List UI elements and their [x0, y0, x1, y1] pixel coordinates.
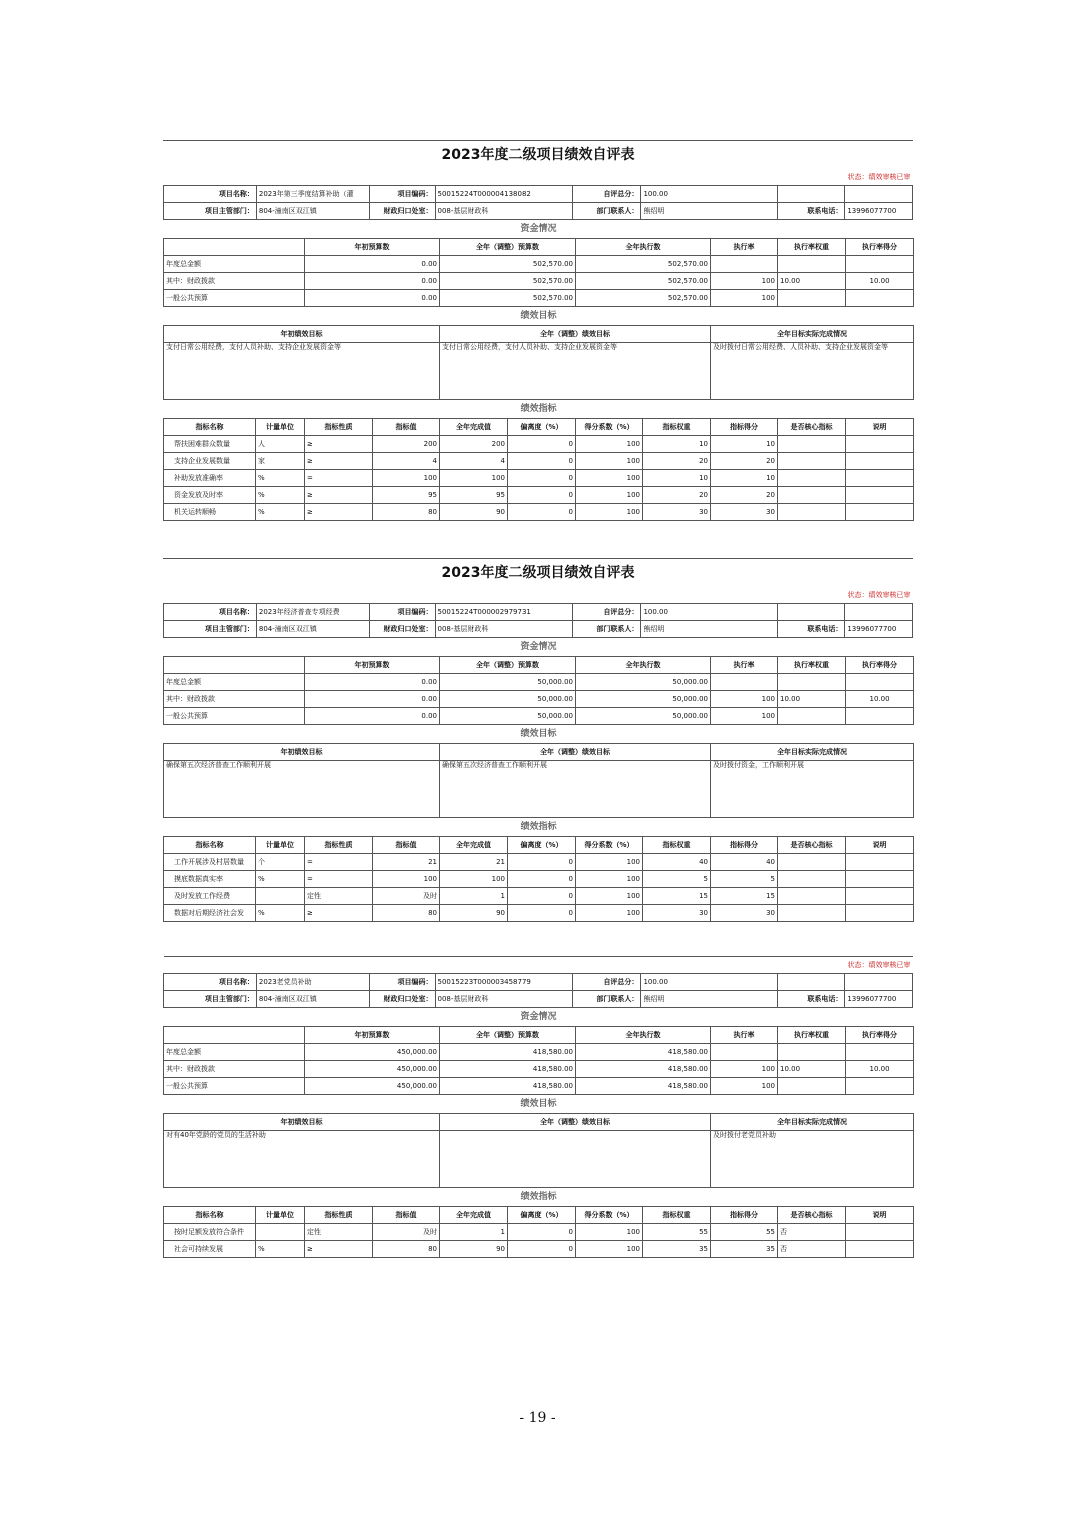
indicator-cell: 否	[778, 1241, 846, 1258]
indicator-cell: 及时	[373, 1224, 440, 1241]
indicator-header: 计量单位	[256, 1207, 305, 1224]
project-code: 50015223T000003458779	[435, 974, 572, 991]
indicator-cell: 80	[373, 905, 440, 922]
eval-table-1	[163, 140, 913, 521]
indicator-cell: 0	[508, 470, 576, 487]
indicator-cell: %	[256, 871, 305, 888]
indicator-cell	[846, 487, 914, 504]
info-table: 状态：绩效审核已审 项目名称： 2023老党员补助 项目编码： 50015223T000003458779 自评总分： 100.00 项目主管部门： 804-潼南区双江镇 财政归口处室： 008-基层财政科 部门联系人： 熊绍明 联系电话： 13996077700	[163, 956, 913, 1008]
indicator-cell: 10	[643, 436, 711, 453]
table-row	[164, 436, 914, 453]
indicator-cell: 资金发放及时率	[164, 487, 256, 504]
indicator-cell: 40	[643, 854, 711, 871]
indicator-cell: 0	[508, 487, 576, 504]
indicator-cell: 帮扶困难群众数量	[164, 436, 256, 453]
indicator-header: 计量单位	[256, 837, 305, 854]
indicator-cell: 10	[711, 436, 778, 453]
indicator-cell	[256, 1224, 305, 1241]
indicator-cell	[778, 888, 846, 905]
project-name: 2023年经济普查专项经费	[256, 604, 369, 621]
name-label: 项目名称：	[164, 186, 257, 203]
phone-value: 13996077700	[845, 203, 913, 220]
indicator-cell: 30	[643, 504, 711, 521]
indicator-cell: ≥	[305, 487, 373, 504]
indicator-cell: 100	[576, 854, 643, 871]
funds-table: 资金情况 年初预算数 全年（调整）预算数 全年执行数 执行率 执行率权重 执行率得分 年度总金额 0.00 50,000.00 50,000.00 其中：财政拨款 0.00 50,000.00 50,000.00 100 10.00 10.00 一般公共预算 0.00 50,000.00 50,000.00 100	[163, 638, 914, 725]
indicators-table	[163, 1188, 914, 1258]
self-score: 100.00	[641, 186, 777, 203]
indicator-cell	[778, 871, 846, 888]
indicator-header: 得分系数（%）	[576, 837, 643, 854]
section-goals: 绩效目标	[520, 1099, 557, 1109]
indicator-cell: 否	[778, 1224, 846, 1241]
fin-value: 008-基层财政科	[435, 203, 572, 220]
table-row: 一般公共预算 0.00 502,570.00 502,570.00 100	[164, 290, 914, 307]
table-row	[164, 453, 914, 470]
indicator-cell: =	[305, 470, 373, 487]
indicator-cell: 摸底数据真实率	[164, 871, 256, 888]
section-funds: 资金情况	[520, 224, 557, 234]
table-row: 其中：财政拨款 0.00 502,570.00 502,570.00 100 10.00 10.00	[164, 273, 914, 290]
indicator-cell: 4	[440, 453, 508, 470]
indicator-header: 指标权重	[643, 837, 711, 854]
indicator-cell: 15	[711, 888, 778, 905]
status-label: 状态：绩效审核已审	[847, 591, 911, 599]
indicator-cell: 家	[256, 453, 305, 470]
funds-header: 执行率得分	[846, 239, 914, 256]
table-row	[164, 888, 914, 905]
contact-label: 部门联系人：	[572, 203, 641, 220]
phone-value: 13996077700	[845, 991, 913, 1008]
indicator-header: 是否核心指标	[778, 419, 846, 436]
indicator-cell	[846, 453, 914, 470]
goal-adjusted: 支付日常公用经费，支付人员补助、支持企业发展资金等	[440, 343, 711, 400]
indicator-cell: 5	[711, 871, 778, 888]
status-label: 状态：绩效审核已审	[847, 173, 911, 181]
indicator-cell: 及时发放工作经费	[164, 888, 256, 905]
indicator-cell: 55	[643, 1224, 711, 1241]
indicator-header: 指标得分	[711, 419, 778, 436]
indicator-cell: %	[256, 470, 305, 487]
fin-value: 008-基层财政科	[435, 621, 572, 638]
indicator-cell: 55	[711, 1224, 778, 1241]
indicator-cell: %	[256, 487, 305, 504]
indicator-cell: 定性	[305, 888, 373, 905]
info-table: 状态：绩效审核已审 项目名称： 2023年经济普查专项经费 项目编码： 50015224T000002979731 自评总分： 100.00 项目主管部门： 804-潼南区双江镇 财政归口处室： 008-基层财政科 部门联系人： 熊绍明 联系电话： 13996077700	[163, 587, 913, 638]
indicator-header: 指标性质	[305, 1207, 373, 1224]
funds-header: 年初预算数	[305, 239, 440, 256]
indicator-cell: 100	[440, 871, 508, 888]
table-row	[164, 1224, 914, 1241]
indicator-cell: 0	[508, 888, 576, 905]
indicator-cell: 机关运转顺畅	[164, 504, 256, 521]
indicators-table	[163, 818, 914, 922]
table-row	[164, 854, 914, 871]
section-indicators: 绩效指标	[520, 822, 557, 832]
goal-adjusted	[440, 1131, 711, 1188]
indicator-cell: 100	[576, 487, 643, 504]
indicator-header: 指标性质	[305, 419, 373, 436]
indicator-cell	[846, 871, 914, 888]
indicator-cell: 90	[440, 1241, 508, 1258]
indicator-header: 指标得分	[711, 837, 778, 854]
indicator-cell	[846, 1224, 914, 1241]
eval-table-2	[163, 558, 913, 922]
table-row: 其中：财政拨款 0.00 50,000.00 50,000.00 100 10.00 10.00	[164, 691, 914, 708]
indicator-header: 说明	[846, 837, 914, 854]
indicator-cell: =	[305, 854, 373, 871]
section-indicators: 绩效指标	[520, 404, 557, 414]
indicator-cell: 人	[256, 436, 305, 453]
indicator-cell	[778, 453, 846, 470]
indicator-header: 指标得分	[711, 1207, 778, 1224]
contact-value: 熊绍明	[641, 203, 777, 220]
dept-value: 804-潼南区双江镇	[256, 203, 369, 220]
contact-value: 熊绍明	[641, 991, 777, 1008]
table-title: 2023年度二级项目绩效自评表	[163, 140, 913, 169]
indicator-cell	[846, 905, 914, 922]
goal-actual: 及时拨付资金，工作顺利开展	[711, 761, 914, 818]
status-label: 状态：绩效审核已审	[847, 961, 911, 969]
indicator-cell: ≥	[305, 453, 373, 470]
goals-table: 绩效目标 年初绩效目标 全年（调整）绩效目标 全年目标实际完成情况 确保第五次经济普查工作顺利开展 确保第五次经济普查工作顺利开展 及时拨付资金，工作顺利开展	[163, 725, 914, 818]
indicator-cell: 10	[711, 470, 778, 487]
indicator-cell: 100	[576, 905, 643, 922]
section-funds: 资金情况	[520, 642, 557, 652]
indicator-cell: 支持企业发展数量	[164, 453, 256, 470]
funds-header: 执行率权重	[778, 239, 846, 256]
indicator-cell: 30	[643, 905, 711, 922]
table-row	[164, 905, 914, 922]
table-row	[164, 487, 914, 504]
project-name: 2023老党员补助	[256, 974, 369, 991]
goal-initial: 支付日常公用经费，支付人员补助、支持企业发展资金等	[164, 343, 440, 400]
indicator-cell: 定性	[305, 1224, 373, 1241]
indicator-cell: 95	[440, 487, 508, 504]
indicator-header: 指标权重	[643, 419, 711, 436]
phone-label: 联系电话：	[777, 203, 845, 220]
dept-value: 804-潼南区双江镇	[256, 621, 369, 638]
indicator-cell: 补助发放准确率	[164, 470, 256, 487]
indicator-cell	[778, 436, 846, 453]
indicator-cell: 及时	[373, 888, 440, 905]
indicator-cell	[778, 905, 846, 922]
indicator-cell: 80	[373, 1241, 440, 1258]
indicator-cell: 21	[440, 854, 508, 871]
indicator-cell	[846, 1241, 914, 1258]
indicator-cell: 90	[440, 504, 508, 521]
indicator-cell: 100	[373, 871, 440, 888]
fin-value: 008-基层财政科	[435, 991, 572, 1008]
indicator-header: 说明	[846, 419, 914, 436]
indicator-header: 指标性质	[305, 837, 373, 854]
indicator-cell: 100	[576, 1241, 643, 1258]
indicator-cell: 100	[576, 871, 643, 888]
indicator-cell: 20	[711, 453, 778, 470]
goal-initial: 对有40年党龄的党员的生活补助	[164, 1131, 440, 1188]
indicator-cell: 200	[373, 436, 440, 453]
indicator-cell: 0	[508, 1241, 576, 1258]
indicator-cell: 100	[373, 470, 440, 487]
indicator-cell: 0	[508, 871, 576, 888]
indicator-cell: 95	[373, 487, 440, 504]
indicator-cell: 10	[643, 470, 711, 487]
section-funds: 资金情况	[520, 1012, 557, 1022]
indicator-cell: 35	[643, 1241, 711, 1258]
indicator-header: 指标名称	[164, 419, 256, 436]
indicator-cell: 100	[576, 453, 643, 470]
table-row	[164, 504, 914, 521]
indicator-cell: 20	[643, 487, 711, 504]
table-row: 年度总金额 0.00 50,000.00 50,000.00	[164, 674, 914, 691]
indicator-cell: 按时足额发放符合条件	[164, 1224, 256, 1241]
indicator-header: 得分系数（%）	[576, 1207, 643, 1224]
fin-label: 财政归口处室：	[369, 203, 435, 220]
indicator-cell	[778, 470, 846, 487]
indicator-cell: 20	[711, 487, 778, 504]
indicator-cell	[846, 436, 914, 453]
indicator-header: 指标名称	[164, 1207, 256, 1224]
phone-value: 13996077700	[845, 621, 913, 638]
code-label: 项目编码：	[369, 186, 435, 203]
indicator-cell: ≥	[305, 1241, 373, 1258]
goal-initial: 确保第五次经济普查工作顺利开展	[164, 761, 440, 818]
table-row: 一般公共预算 0.00 50,000.00 50,000.00 100	[164, 708, 914, 725]
indicator-cell: 1	[440, 1224, 508, 1241]
section-indicators: 绩效指标	[520, 1192, 557, 1202]
indicator-header: 指标值	[373, 837, 440, 854]
indicator-header: 计量单位	[256, 419, 305, 436]
indicator-cell: 100	[576, 470, 643, 487]
indicator-cell: %	[256, 1241, 305, 1258]
table-row	[164, 1241, 914, 1258]
indicator-cell: 30	[711, 504, 778, 521]
indicator-cell: 0	[508, 854, 576, 871]
indicator-cell: 35	[711, 1241, 778, 1258]
dept-label: 项目主管部门：	[164, 203, 257, 220]
indicator-header: 说明	[846, 1207, 914, 1224]
table-row: 其中：财政拨款 450,000.00 418,580.00 418,580.00 100 10.00 10.00	[164, 1061, 914, 1078]
indicator-cell: 0	[508, 453, 576, 470]
indicator-cell: 数据对后期经济社会发	[164, 905, 256, 922]
project-code: 50015224T000004138082	[435, 186, 572, 203]
table-row	[164, 470, 914, 487]
indicator-cell: 200	[440, 436, 508, 453]
funds-header: 全年执行数	[576, 239, 711, 256]
table-row: 一般公共预算 450,000.00 418,580.00 418,580.00 100	[164, 1078, 914, 1095]
indicator-header: 全年完成值	[440, 1207, 508, 1224]
indicator-cell: 100	[576, 504, 643, 521]
indicator-cell: 100	[576, 888, 643, 905]
indicator-cell: 5	[643, 871, 711, 888]
indicator-header: 全年完成值	[440, 419, 508, 436]
section-goals: 绩效目标	[520, 729, 557, 739]
indicator-cell: 4	[373, 453, 440, 470]
project-code: 50015224T000002979731	[435, 604, 572, 621]
indicator-header: 是否核心指标	[778, 837, 846, 854]
indicator-cell	[778, 487, 846, 504]
indicator-cell: 100	[576, 436, 643, 453]
indicator-cell: 80	[373, 504, 440, 521]
funds-header: 执行率	[711, 239, 778, 256]
indicator-cell	[778, 854, 846, 871]
self-score: 100.00	[641, 604, 777, 621]
indicator-header: 偏离度（%）	[508, 837, 576, 854]
indicator-cell: %	[256, 905, 305, 922]
table-row: 年度总金额 450,000.00 418,580.00 418,580.00	[164, 1044, 914, 1061]
indicator-cell: 0	[508, 436, 576, 453]
indicator-cell	[256, 888, 305, 905]
goals-table: 绩效目标 年初绩效目标 全年（调整）绩效目标 全年目标实际完成情况 对有40年党龄的党员的生活补助 及时拨付老党员补助	[163, 1095, 914, 1188]
section-goals: 绩效目标	[520, 311, 557, 321]
indicator-cell: 1	[440, 888, 508, 905]
indicator-cell: 21	[373, 854, 440, 871]
indicator-cell: 100	[576, 1224, 643, 1241]
indicator-cell	[846, 888, 914, 905]
indicator-header: 偏离度（%）	[508, 419, 576, 436]
goal-actual: 及时拨付日常公用经费、人员补助、支持企业发展资金等	[711, 343, 914, 400]
indicator-header: 指标值	[373, 419, 440, 436]
indicator-header: 得分系数（%）	[576, 419, 643, 436]
funds-header: 全年（调整）预算数	[440, 239, 576, 256]
indicators-table	[163, 400, 914, 521]
indicator-cell: %	[256, 504, 305, 521]
eval-table-3	[163, 956, 913, 1258]
indicator-cell: =	[305, 871, 373, 888]
page-number: - 19 -	[519, 1410, 556, 1426]
table-title: 2023年度二级项目绩效自评表	[163, 558, 913, 587]
info-table	[163, 169, 913, 220]
goal-actual: 及时拨付老党员补助	[711, 1131, 914, 1188]
indicator-cell: 20	[643, 453, 711, 470]
indicator-header: 偏离度（%）	[508, 1207, 576, 1224]
dept-value: 804-潼南区双江镇	[256, 991, 369, 1008]
indicator-cell: ≥	[305, 504, 373, 521]
project-name: 2023年第三季度结算补助（灌	[256, 186, 369, 203]
indicator-cell: 30	[711, 905, 778, 922]
score-label: 自评总分：	[572, 186, 641, 203]
indicator-cell: 个	[256, 854, 305, 871]
indicator-cell: 0	[508, 1224, 576, 1241]
contact-value: 熊绍明	[641, 621, 777, 638]
indicator-header: 指标权重	[643, 1207, 711, 1224]
indicator-cell	[846, 504, 914, 521]
indicator-cell: 0	[508, 905, 576, 922]
self-score: 100.00	[641, 974, 777, 991]
indicator-cell	[846, 470, 914, 487]
indicator-cell: 40	[711, 854, 778, 871]
indicator-header: 指标名称	[164, 837, 256, 854]
indicator-cell	[778, 504, 846, 521]
indicator-cell: 15	[643, 888, 711, 905]
table-row: 年度总金额 0.00 502,570.00 502,570.00	[164, 256, 914, 273]
funds-table: 资金情况 年初预算数 全年（调整）预算数 全年执行数 执行率 执行率权重 执行率得分 年度总金额 450,000.00 418,580.00 418,580.00 其中：财政拨款 450,000.00 418,580.00 418,580.00 100 10.00 10.00 一般公共预算 450,000.00 418,580.00 418,580.00 100	[163, 1008, 914, 1095]
indicator-cell	[846, 854, 914, 871]
indicator-cell: 90	[440, 905, 508, 922]
indicator-cell: 工作开展涉及村居数量	[164, 854, 256, 871]
indicator-cell: ≥	[305, 436, 373, 453]
indicator-cell: 100	[440, 470, 508, 487]
indicator-header: 是否核心指标	[778, 1207, 846, 1224]
indicator-header: 全年完成值	[440, 837, 508, 854]
indicator-cell: ≥	[305, 905, 373, 922]
goals-table: 绩效目标 年初绩效目标 全年（调整）绩效目标 全年目标实际完成情况 支付日常公用经费，支付人员补助、支持企业发展资金等 支付日常公用经费，支付人员补助、支持企业发展资金等 及时拨付日常公用经费、人员补助、支持企业发展资金等	[163, 307, 914, 400]
table-row	[164, 871, 914, 888]
funds-table	[163, 220, 914, 307]
indicator-cell: 社会可持续发展	[164, 1241, 256, 1258]
indicator-cell: 0	[508, 504, 576, 521]
indicator-header: 指标值	[373, 1207, 440, 1224]
goal-adjusted: 确保第五次经济普查工作顺利开展	[440, 761, 711, 818]
